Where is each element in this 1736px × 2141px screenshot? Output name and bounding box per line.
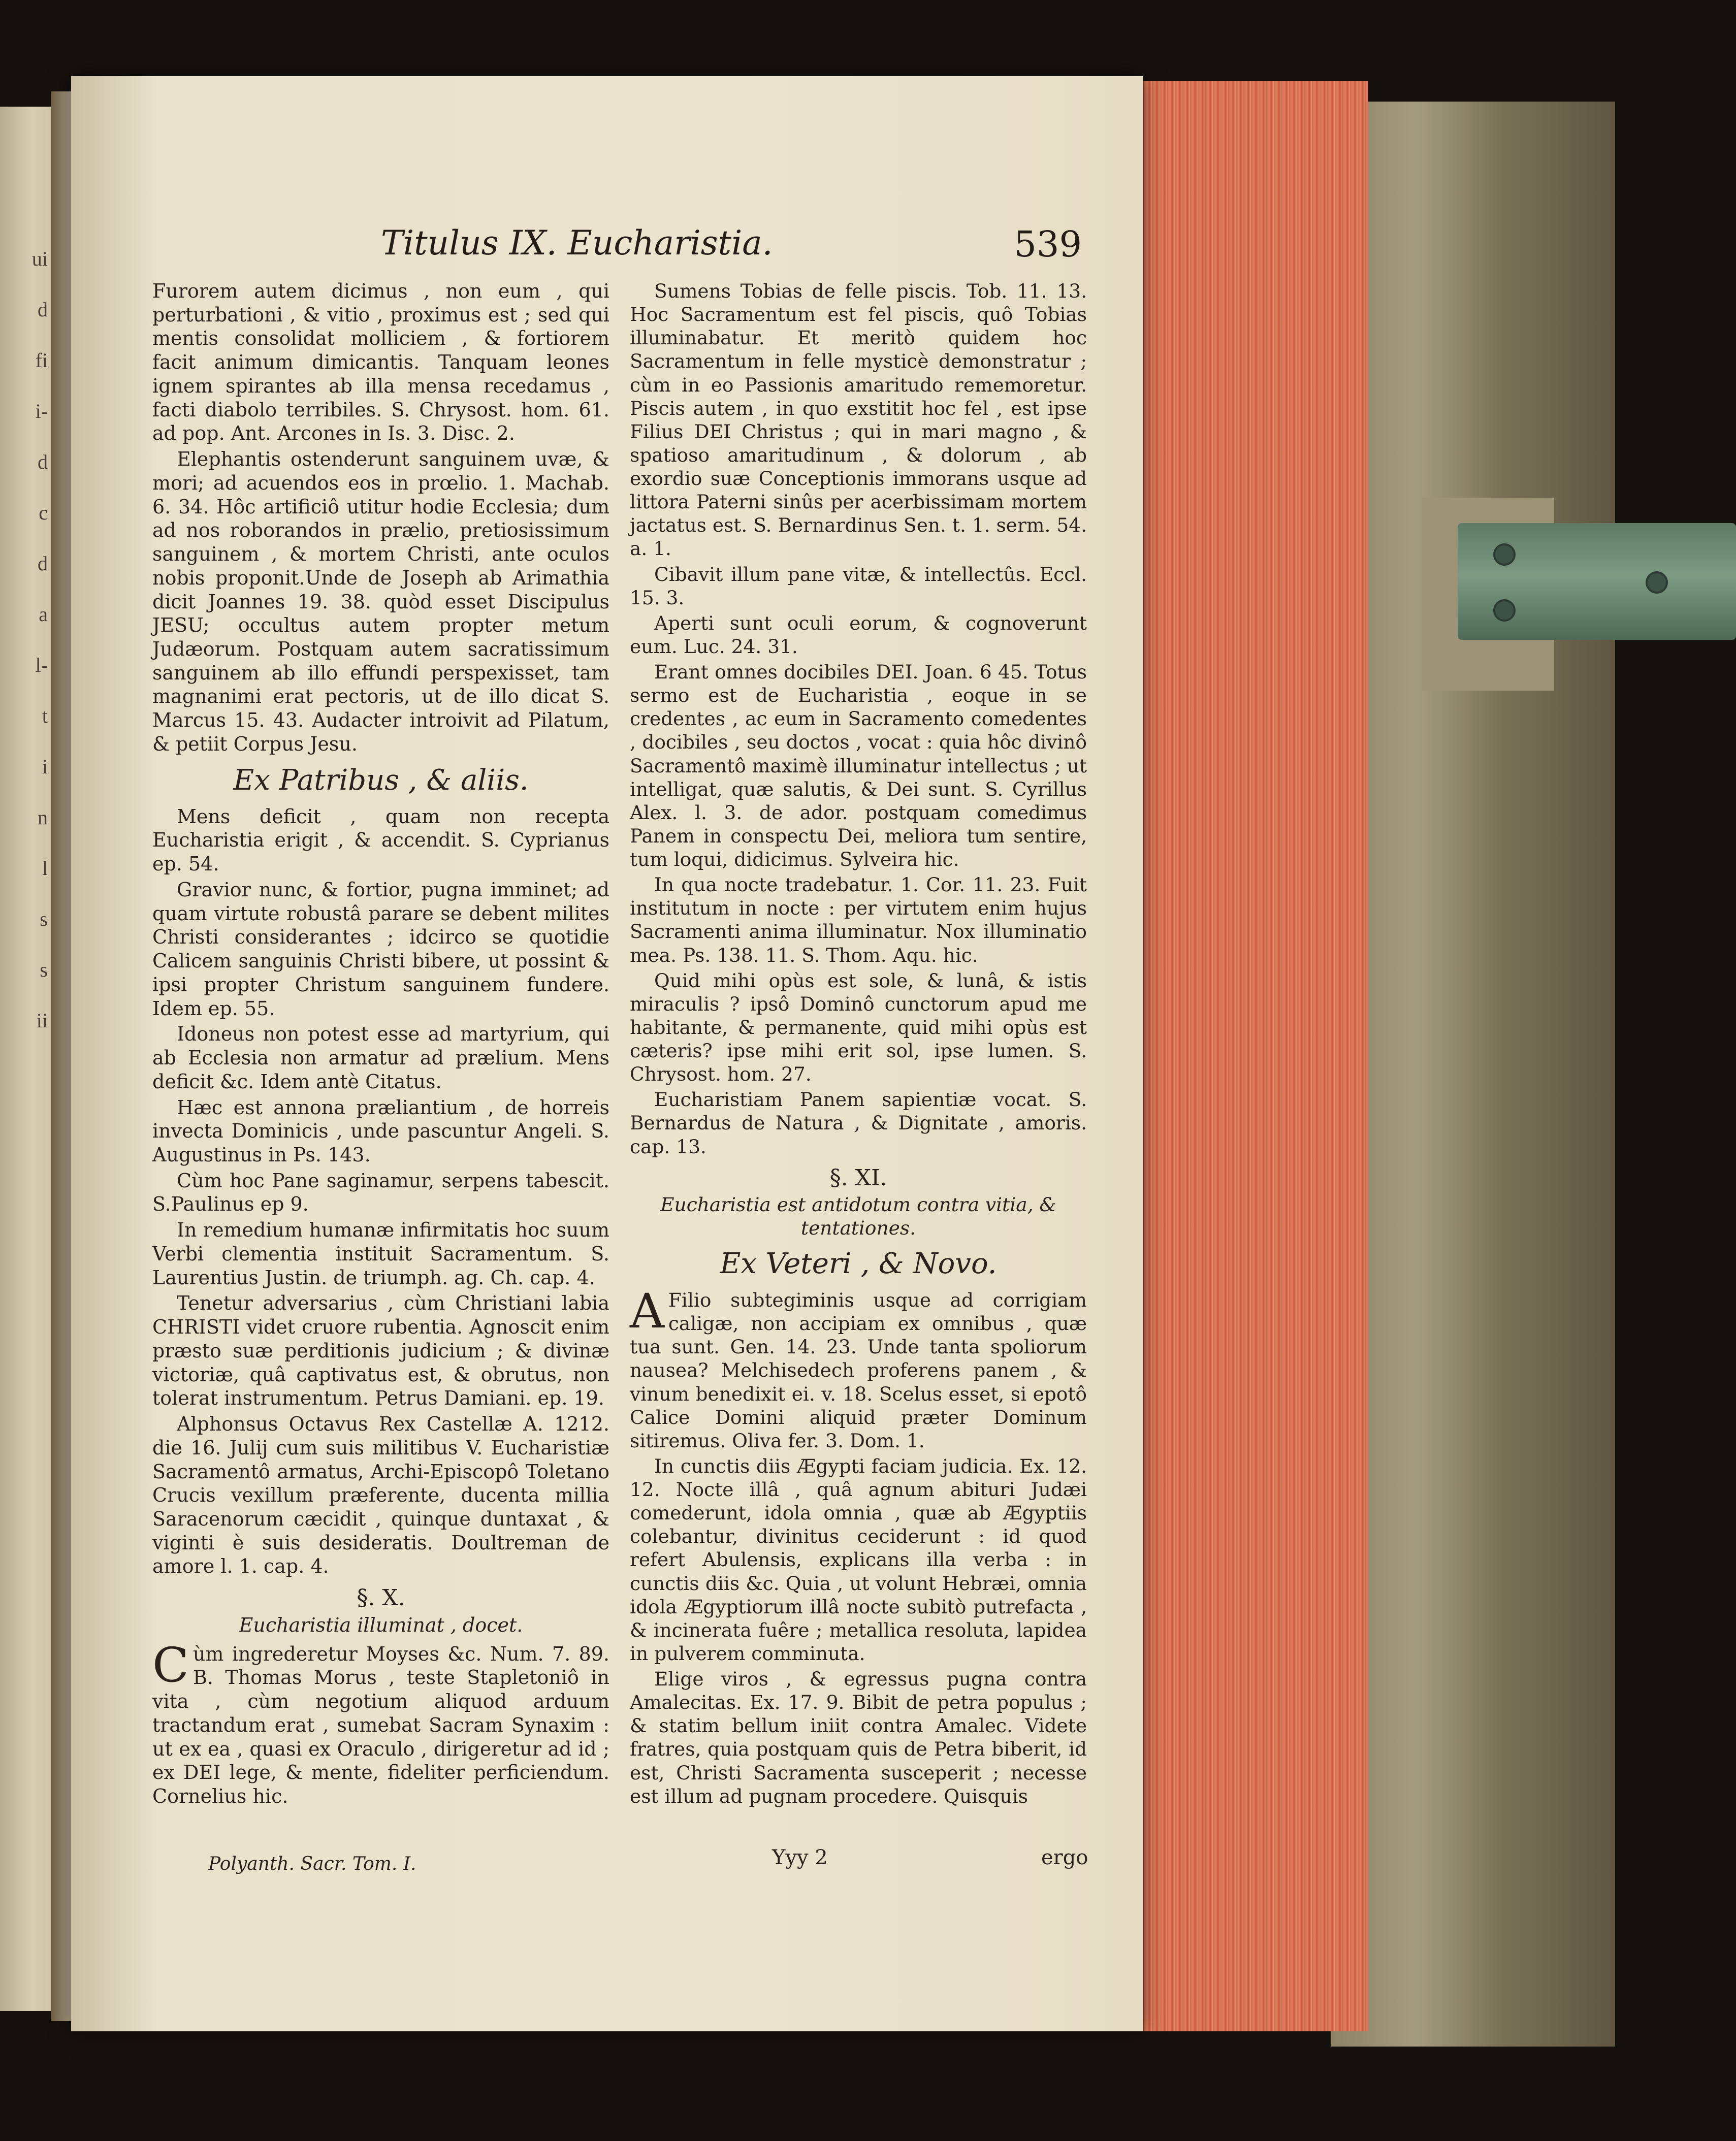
- section-subtitle: Eucharistia illuminat , docet.: [239, 1613, 523, 1636]
- paragraph: In qua nocte tradebatur. 1. Cor. 11. 23. Fuit institutum in nocte : per virtutem enim hujus Sacramenti anima illuminatur. Nox illuminatio mea. Ps. 138. 11. S. Thom. Aqu. hic.: [630, 873, 1087, 966]
- section-number: §. X.: [357, 1585, 405, 1611]
- paragraph: Gravior nunc, & fortior, pugna imminet; ad quam virtute robustâ parare se debent milites Christi considerantes ; idcirco se quotidie Calicem sanguinis Christi bibere, ut possint & ipsi propter Christum sanguinem fundere. Idem ep. 55.: [152, 878, 609, 1020]
- rivet-icon: [1646, 571, 1668, 594]
- paragraph: [630, 1284, 1087, 1452]
- previous-page-letters: [7, 234, 48, 1046]
- previous-page-letter: t: [42, 704, 48, 727]
- left-column: [152, 279, 609, 1810]
- paragraph: Mens deficit , quam non recepta Eucharistia erigit , & accendit. S. Cyprianus ep. 54.: [152, 805, 609, 875]
- paragraph: Elige viros , & egressus pugna contra Amalecitas. Ex. 17. 9. Bibit de petra populus ; & statim bellum iniit contra Amalec. Videte fratres, quia postquam quis de Petra biberit, id est, Christi Sacramenta susceperit ; necesse est illum ad pugnam procedere. Quisquis: [630, 1668, 1087, 1807]
- book-page: [71, 76, 1143, 2031]
- paragraph-text: ùm ingrederetur Moyses &c. Num. 7. 89. B. Thomas Morus , teste Stapletoniô in vita , cùm negotium aliquod arduum tractandum erat , sumebat Sacram Synaxim : ut ex ea , quasi ex Oraculo , dirigeretur ad id ; ex DEI lege, & mente, fideliter perficiendum. Cornelius hic.: [152, 1642, 609, 1808]
- previous-page-letter: a: [39, 603, 48, 626]
- previous-page-letter: i: [42, 755, 48, 778]
- previous-page-letter: l-: [35, 654, 48, 676]
- paragraph: Idoneus non potest esse ad martyrium, qui ab Ecclesia non armatur ad prælium. Mens deficit &c. Idem antè Citatus.: [152, 1023, 609, 1093]
- rivet-icon: [1493, 599, 1516, 622]
- paragraph: Aperti sunt oculi eorum, & cognoverunt eum. Luc. 24. 31.: [630, 611, 1087, 658]
- page-number: 539: [1014, 223, 1082, 265]
- previous-page-letter: c: [39, 501, 48, 524]
- paragraph: Elephantis ostenderunt sanguinem uvæ, & mori; ad acuendos eos in prœlio. 1. Machab. 6. 34. Hôc artificiô utitur hodie Ecclesia; dum ad nos roborandos in prælio, pretiosissimum sanguinem , & mortem Christi, ante oculos nobis proponit.Unde de Joseph ab Arimathia dicit Joannes 19. 38. quòd esset Discipulus JESU; occultus autem propter metum Judæorum. Postquam autem sacratissimum sanguinem ab illo effundi perspexisset, tam magnanimi erat pectoris, ut de illo dicat S. Marcus 15. 43. Audacter introivit ad Pilatum, & petiit Corpus Jesu.: [152, 448, 609, 755]
- section-subtitle: Eucharistia est antidotum contra vitia, & tentationes.: [660, 1193, 1056, 1239]
- section-number: §. XI.: [829, 1164, 887, 1191]
- paragraph: [152, 1637, 609, 1808]
- signature-mark: Yyy 2: [772, 1846, 828, 1869]
- paragraph: Erant omnes docibiles DEI. Joan. 6 45. Totus sermo est de Eucharistia , eoque in se credentes , ac eum in Sacramento comedentes , docibiles , seu doctos , vocat : quia hôc divinô Sacramentô maximè illuminatur intellectus ; ut intelligat, quæ salutis, & Dei sunt. S. Cyrillus Alex. l. 3. de ador. postquam comedimus Panem in conspectu Dei, meliora tum sentire, tum loqui, didicimus. Sylveira hic.: [630, 661, 1087, 870]
- paragraph: Furorem autem dicimus , non eum , qui perturbationi , & vitio , proximus est ; sed qui mentis consolidat molliciem , & fortiorem facit animum dimicantis. Tanquam leones ignem spirantes ab illa mensa recedamus , facti diabolo terribiles. S. Chrysost. hom. 61. ad pop. Ant. Arcones in Is. 3. Disc. 2.: [152, 280, 609, 445]
- section-heading: Ex Patribus , & aliis.: [233, 763, 529, 797]
- previous-page-letter: n: [38, 806, 48, 829]
- previous-page-letter: i-: [35, 400, 48, 423]
- clasp-strap: [1458, 523, 1736, 640]
- paragraph: Cùm hoc Pane saginamur, serpens tabescit. S.Paulinus ep 9.: [152, 1169, 609, 1216]
- catchword: ergo: [1041, 1846, 1088, 1869]
- section-heading: Ex Veteri , & Novo.: [720, 1247, 997, 1280]
- paragraph: Tenetur adversarius , cùm Christiani labia CHRISTI videt cruore rubentia. Agnoscit enim præsto suæ perditionis judicium ; & divinæ victoriæ, quâ captivatus est, & obrutus, non tolerat instrumentum. Petrus Damiani. ep. 19.: [152, 1292, 609, 1410]
- page-header: [71, 223, 1143, 279]
- previous-page-letter: fi: [35, 349, 48, 372]
- right-column: [630, 279, 1087, 1810]
- paragraph: Alphonsus Octavus Rex Castellæ A. 1212. die 16. Julij cum suis militibus V. Eucharistiæ Sacramentô armatus, Archi-Episcopô Toletano Crucis vexillum præferente, ducenta millia Saracenorum cæcidit , quinque duntaxat , & viginti è suis desideratis. Doultreman de amore l. 1. cap. 4.: [152, 1413, 609, 1578]
- previous-page-letter: ui: [31, 247, 48, 270]
- drop-cap: C: [152, 1637, 189, 1693]
- rivet-icon: [1493, 543, 1516, 566]
- previous-page-letter: s: [40, 907, 48, 930]
- paragraph: Hæc est annona præliantium , de horreis invecta Dominicis , unde pascuntur Angeli. S. Augustinus in Ps. 143.: [152, 1096, 609, 1166]
- book-cover-edge: [1331, 102, 1615, 2047]
- paragraph-text: Filio subtegiminis usque ad corrigiam caligæ, non accipiam ex omnibus , quæ tua sunt. Gen. 14. 23. Unde tanta spoliorum nausea? Melchisedech proferens panem , & vinum benedixit ei. v. 18. Scelus esset, si epotô Calice Domini aliquid præter Dominum sitiremus. Oliva fer. 3. Dom. 1.: [630, 1289, 1087, 1452]
- previous-page-letter: d: [38, 450, 48, 473]
- paragraph: Cibavit illum pane vitæ, & intellectûs. Eccl. 15. 3.: [630, 563, 1087, 609]
- previous-page-letter: s: [40, 958, 48, 981]
- paragraph: Sumens Tobias de felle piscis. Tob. 11. 13. Hoc Sacramentum est fel piscis, quô Tobias illuminabatur. Et meritò quidem hoc Sacramentum in felle mysticè demonstratur ; cùm in eo Passionis amaritudo rememoretur. Piscis autem , in quo exstitit hoc fel , est ipse Filius DEI Christus ; qui in mari magno , & spatioso amaritudinum , & dolorum , ab exordio suæ Conceptionis immorans usque ad littora Paterni sinûs per acerbissimam mortem jactatus est. S. Bernardinus Sen. t. 1. serm. 54. a. 1.: [630, 280, 1087, 560]
- previous-page-letter: l: [42, 857, 48, 880]
- red-page-edges: [1143, 81, 1368, 2031]
- previous-page-letter: ii: [36, 1009, 48, 1032]
- previous-page-letter: d: [38, 552, 48, 575]
- paragraph: In remedium humanæ infirmitatis hoc suum Verbi clementia instituit Sacramentum. S. Laurentius Justin. de triumph. ag. Ch. cap. 4.: [152, 1219, 609, 1289]
- paragraph: Eucharistiam Panem sapientiæ vocat. S. Bernardus de Natura , & Dignitate , amoris. cap. 13.: [630, 1088, 1087, 1158]
- footer-title: Polyanth. Sacr. Tom. I.: [208, 1854, 416, 1874]
- paragraph: Quid mihi opùs est sole, & lunâ, & istis miraculis ? ipsô Dominô cunctorum apud me habitante, & permanente, quid mihi opùs est cæteris? ipse mihi erit sol, ipse lumen. S. Chrysost. hom. 27.: [630, 969, 1087, 1086]
- previous-page-letter: d: [38, 298, 48, 321]
- running-title: Titulus IX. Eucharistia.: [381, 223, 773, 263]
- drop-cap: A: [630, 1284, 664, 1339]
- paragraph: In cunctis diis Ægypti faciam judicia. Ex. 12. 12. Nocte illâ , quâ agnum abituri Judæi comederunt, idola omnia , quæ ab Ægyptiis colebantur, divinitus ceciderunt : id quod refert Abulensis, explicans illa verba : in cunctis diis &c. Quia , ut volunt Hebræi, omnia idola Ægyptiorum illâ nocte subitò putrefacta , & incinerata fuêre ; metallica resoluta, lapidea in pulverem comminuta.: [630, 1454, 1087, 1665]
